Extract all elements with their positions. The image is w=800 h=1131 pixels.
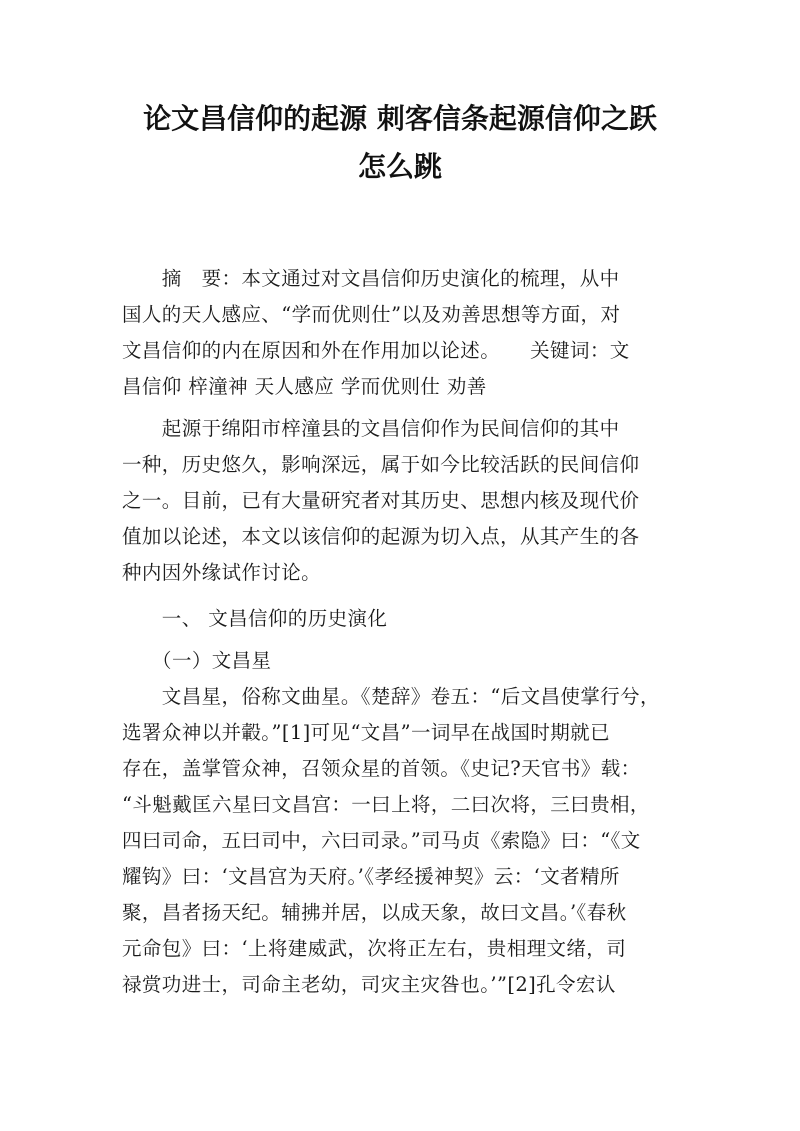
text-line: 国人的天人感应、“学而优则仕”以及劝善思想等方面，对 — [122, 303, 621, 326]
text-line: 禄赏功进士，司命主老幼，司灾主灾咎也。’”[2]孔令宏认 — [122, 973, 616, 996]
text-line: 存在，盖掌管众神，召领众星的首领。《史记?天官书》载： — [122, 757, 641, 780]
text-line: 耀钩》曰：‘文昌宫为天府。’《孝经援神契》云：‘文者精所 — [122, 865, 620, 888]
title-line-1: 论文昌信仰的起源 刺客信条起源信仰之跃 — [143, 102, 657, 135]
text-line: 昌信仰 梓潼神 天人感应 学而优则仕 劝善 — [122, 375, 487, 398]
section-heading: 一、 文昌信仰的历史演化 — [122, 607, 388, 630]
text-line: 摘 要：本文通过对文昌信仰历史演化的梳理，从中 — [122, 267, 620, 290]
text-line: 四曰司命，五曰司中，六曰司录。”司马贞《索隐》曰：“《文 — [122, 829, 641, 852]
text-line: 文昌信仰的内在原因和外在作用加以论述。 关键词：文 — [122, 339, 630, 362]
document-title — [100, 95, 700, 191]
text-line: 选署众神以并轂。”[1]可见“文昌”一词早在战国时期就已 — [122, 721, 610, 744]
text-line: 之一。目前，已有大量研究者对其历史、思想内核及现代价 — [122, 489, 640, 512]
text-line: 种内因外缘试作讨论。 — [122, 561, 322, 584]
text-line: 文昌星，俗称文曲星。《楚辞》卷五：“后文昌使掌行兮， — [122, 685, 660, 708]
text-line: “斗魁戴匡六星曰文昌宫：一曰上将，二曰次将，三曰贵相， — [122, 793, 650, 816]
text-line: 值加以论述，本文以该信仰的起源为切入点，从其产生的各 — [122, 525, 640, 548]
text-line: 元命包》曰：‘上将建威武，次将正左右，贵相理文绪，司 — [122, 937, 627, 960]
text-line: 聚，昌者扬天纪。辅拂并居，以成天象，故曰文昌。’《春秋 — [122, 901, 627, 924]
subsection-heading: （一）文昌星 — [122, 649, 272, 672]
text-line: 一种，历史悠久，影响深远，属于如今比较活跃的民间信仰 — [122, 453, 640, 476]
text-line: 起源于绵阳市梓潼县的文昌信仰作为民间信仰的其中 — [122, 417, 620, 440]
title-line-2: 怎么跳 — [357, 150, 442, 183]
